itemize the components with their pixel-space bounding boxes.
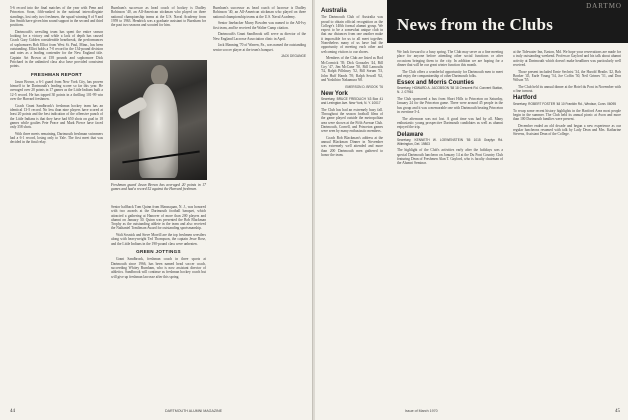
paragraph: Jason Brown, a 6-1 guard from New York City, has proven himself to be Dartmouth's leading scorer so far this year. He averaged over 20 points in 17 games as the Little Indians built a 12-5 record. He has topped 30 points in a thrilling 101-99 win over the Harvard freshmen. bbox=[10, 79, 103, 102]
paragraph: The Club offers a wonderful opportunity for Dartmouth men to meet and enjoy the companionship of other Dartmouth folks. bbox=[397, 69, 503, 78]
australia-signature: EMERSON D. BROOK '76 bbox=[345, 84, 383, 89]
paragraph: Jack Manning '70 of Warren, Pa., was named the outstanding senior soccer player at the team's banquet. bbox=[213, 43, 306, 52]
left-page bbox=[0, 0, 313, 420]
new-york-dateline: Secretary, BRUCE FREIDLICH '43 Box 41 and Lexington Ave. New York, N. Y. 10017 bbox=[321, 97, 383, 105]
paragraph: We look forward to a busy spring. The Club may serve as a fine meeting place for anyone before attending other social functions or after occasions bringing them to the city. In addition we are hoping for a dinner that will be our great winter function this month. bbox=[397, 50, 503, 67]
paragraph: The Club held its annual dinner at the Hotel du Pont in November with a fine turnout. bbox=[513, 84, 621, 94]
paragraph: Burnham's successor as head coach of hockey is Dudley Robinson '40, an All-American stickman who played on three national championship teams at the U.S. Naval Academy from 1959 to 1963. Hendrick was a graduate assistant to Burnham for the past two seasons and scouted for him. bbox=[111, 6, 206, 28]
new-york-heading: New York bbox=[321, 90, 348, 97]
paragraph: Those present included Ernie Sechrist '34, the Harold Heaths '42, Bob Bonker '45, Earle Young '54, Joe Coffin '50, Neil Grimes '51, and Don Wilson '55. bbox=[513, 69, 621, 83]
paragraph: December ended an old decade and began a new experience as our regular luncheons resumed with talk by Lady Dean and Mrs. Katharine Stevens, Assistant Dean of the College. bbox=[513, 123, 621, 137]
right-column-3 bbox=[513, 50, 621, 139]
essex-morris-heading: Essex and Morris Counties bbox=[397, 80, 475, 87]
left-column-3 bbox=[213, 6, 306, 61]
paragraph: at the Tidewater Inn, Easton, Md. We hope your reservations are made for a truly outstanding weekend. Professor Gaylord and his talk about alumni activity at Dartmouth which doesn't make headlines was particularly well received. bbox=[513, 50, 621, 67]
left-column-2-top bbox=[111, 6, 206, 30]
left-column-1 bbox=[10, 6, 103, 147]
right-column-2 bbox=[397, 50, 503, 168]
paragraph: Dartmouth's Grant Sandbrook will serve as director of the New England Lacrosse Association clinic in April. bbox=[213, 32, 306, 41]
paragraph: Senior linebacker Murry Bowden was named to the All-Ivy first team, and he received the Walter Camp citation. bbox=[213, 21, 306, 30]
paragraph: Dartmouth's wrestling team has spent the entire season looking for a victory and while a lack of depth has caused Coach Gary Golden considerable heartbreak, the performances of sophomores Bob Elliot from West St. Paul, Minn., has been outstanding. Elliot holds a 7-0 record in the 134-pound division and rates as a leading contender for the New England title. Captain Art Brown at 158 pounds and sophomore Dick Pritchard in the unlimited class also have provided consistent points. bbox=[10, 29, 103, 69]
hartford-heading: Hartford bbox=[513, 95, 537, 102]
freshman-report-heading: FRESHMAN REPORT bbox=[31, 71, 82, 77]
paragraph: The Dartmouth Club of Australia was proud to obtain official recognition as the College's 140th formal alumni group. We expect to be a somewhat unique club in that our distances from one another make it impossible for us to all meet together. Nonetheless many of us have had the opportunity of meeting each other and welcoming visitors to our shores. bbox=[321, 15, 383, 54]
australia-heading: Australia bbox=[321, 8, 347, 14]
paragraph: With three meets remaining, Dartmouth freshman swimmers had a 6-1 record, losing only to Yale. The first meet that was decided in the final relay. bbox=[10, 131, 103, 145]
left-column-2-bottom bbox=[111, 205, 206, 281]
delaware-heading: Delaware bbox=[397, 131, 424, 138]
right-page-footer: Issue of March 1970 bbox=[405, 409, 438, 413]
right-page bbox=[315, 0, 628, 420]
left-page-footer: DARTMOUTH ALUMNI MAGAZINE bbox=[165, 409, 223, 413]
paragraph: The highlight of the Club's activities early after the holidays was a special Dartmouth luncheon on January 14 at the Du Pont Country Club featuring Dean of Freshmen Alan T. Gaylord, who is faculty chairman of the Alumni Seminar. bbox=[397, 148, 503, 166]
paragraph: 5-6 record into the final matches of the year with Penn and Princeton. Soon, fifth-ranked in the national intercollegiate standings, lost only two freshmen, the squad winning 8 of 9 and Jim Smith have given him sound support in the second and third positions. bbox=[10, 6, 103, 28]
right-column-1 bbox=[321, 6, 383, 160]
delaware-dateline: Secretary, KENNETH W. LOEWENSTEIN '55 1015 Graylyn Rd. Wilmington, Del. 19803 bbox=[397, 137, 503, 146]
hartford-dateline: Secretary, ROBERT FOSTER '48 10 Franklin Rd., Windsor, Conn. 06095 bbox=[513, 101, 617, 106]
paragraph: The afternoon was not lost. A good time was had by all. Many enthusiastic young prospective Dartmouth candidates as well as alumni enjoyed the trip. bbox=[397, 116, 503, 130]
section-title: News from the Clubs bbox=[397, 15, 554, 34]
paragraph: To recap some recent history highlights in the Hartford Area most people begin in the summer. The Club held its annual picnic at Avon and more than 100 Dartmouth families were present. bbox=[513, 108, 621, 122]
paragraph: Burnham's successor as head coach of lacrosse is Dudley Robinson '40, an All-American stickman who played on three national championship teams at the U.S. Naval Academy. bbox=[213, 6, 306, 19]
news-from-the-clubs-banner bbox=[387, 0, 628, 43]
paragraph: Members of the Club are listed as Rod McCormick '39, Dick Gonzales '44, Bill Coy '47, Jim McCune '50, Bill Lamoulis '52, Ralph Pillsbury '52, Bill Sorum '53, John Huff Hands '59, Ralph Sewall '62, and Yoshihiro Nakamura '68. bbox=[321, 56, 383, 82]
photo-caption: Freshman guard Jason Brown has averaged 20 points in 17 games and had a record 52 against the Harvard freshmen. bbox=[111, 183, 206, 192]
paragraph: The Club has had an extremely busy fall. Throughout the season football films of the game played outside the metropolitan area were shown at the Fifth Avenue Club. Dartmouth, Cornell, and Princeton games were seen by many enthusiastic members. bbox=[321, 107, 383, 134]
green-jottings-heading: GREEN JOTTINGS bbox=[136, 249, 181, 255]
paragraph: The Club sponsored a bus from Short Hills to Princeton on Saturday, January 24 for the Princeton game. There were around 45 people in the bus group and it was a memorable one with Dartmouth beating Princeton in overtime 5-4. bbox=[397, 97, 503, 114]
right-page-number: 45 bbox=[615, 409, 620, 414]
paragraph: Grant Sandbrook, freshman coach in three sports at Dartmouth since 1966, has been named head soccer coach, succeeding Whitey Burnham, who is now assistant director of athletics. Sandbrook will continue as freshman hockey coach but will give up freshman lacrosse after this spring. bbox=[111, 257, 206, 279]
paragraph: Coach Grant Sandbrook's freshman hockey team has an identical 13-5 record. No less than nine players have scored at least 20 points and the best indication of the offensive punch of the Little Indians is that they have had 650 shots on goal in 18 games while goalies Pete Peace and Mark Pierce have faced only 358 shots. bbox=[10, 103, 103, 130]
banner-masthead: DARTMO bbox=[586, 2, 622, 10]
photo-player-jersey bbox=[139, 84, 178, 178]
author-signature: JACK DEGANGE bbox=[281, 54, 306, 59]
paragraph: Senior halfback Tom Quinn from Manasquan, N. J., was honored with two awards at the Dartmouth football banquet, which attracted a gathering at Hanover of more than 200 players and alumni on January 30. Quinn was presented the Bob Blackman Trophy as the outstanding athlete in the team and also received the Nathaniel Tomlinson Award for outstanding sportsmanship. bbox=[111, 205, 206, 231]
paragraph: Walt Sosnick and Steve Morrill are the top freshmen wrestlers along with heavyweight Ted Thompson, the captain Jesse Rose, and the Little Indians in the 190-pound class were unbeaten. bbox=[111, 233, 206, 246]
essex-morris-dateline: Secretary, HOWARD A. JACOBSON '58 18 Crescent Rd. Convent Station, N. J. 07961 bbox=[397, 86, 503, 95]
hockey-player-photo bbox=[110, 60, 207, 180]
left-page-number: 44 bbox=[10, 409, 15, 414]
paragraph: Coach Bob Blackman's address at the annual Blackman Dinner in November was extremely well attended and more than 200 Dartmouth men gathered to honor the team. bbox=[321, 135, 383, 158]
